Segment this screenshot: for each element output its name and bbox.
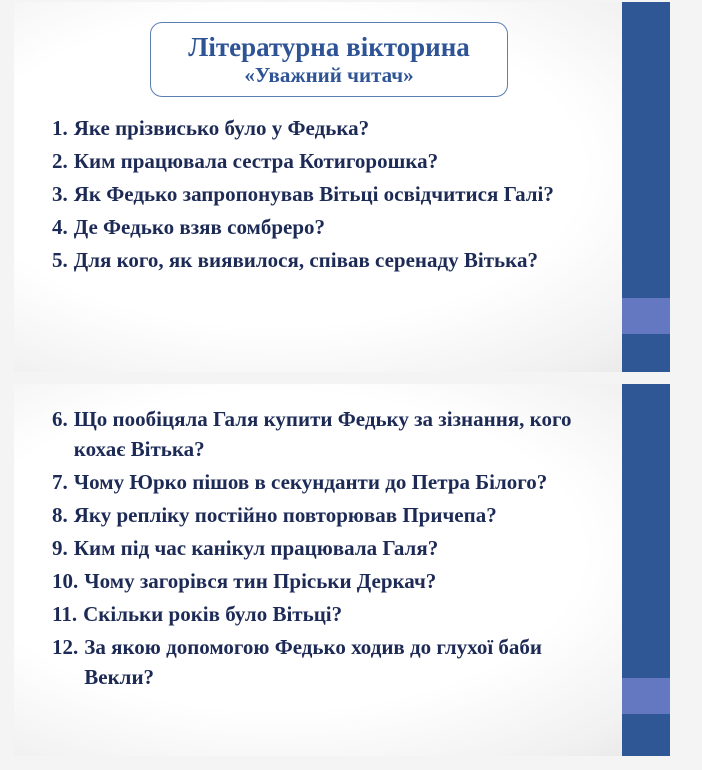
slide-1 <box>14 2 670 372</box>
question-list-1 <box>52 113 602 278</box>
question-item <box>52 404 602 464</box>
question-number: 6. <box>52 407 68 431</box>
question-number: 7. <box>52 470 68 494</box>
question-item <box>52 146 602 176</box>
question-number: 1. <box>52 116 68 140</box>
question-number: 4. <box>52 215 68 239</box>
question-item <box>52 245 602 275</box>
question-number: 5. <box>52 248 68 272</box>
quiz-subtitle: «Уважний читач» <box>244 63 414 87</box>
question-item <box>52 179 602 209</box>
title-box <box>150 22 508 97</box>
question-number: 3. <box>52 182 68 206</box>
question-number: 8. <box>52 503 68 527</box>
question-number: 9. <box>52 536 68 560</box>
question-text: Чому загорівся тин Пріськи Деркач? <box>84 569 437 593</box>
question-text: Ким працювала сестра Котигорошка? <box>73 149 439 173</box>
question-text: Скільки років було Вітьці? <box>83 602 343 626</box>
slide-1-side-band <box>622 2 670 372</box>
question-item <box>52 533 602 563</box>
slide-2-side-band <box>622 384 670 756</box>
question-text: Яке прізвисько було у Федька? <box>73 116 370 140</box>
question-number: 2. <box>52 149 68 173</box>
question-text: Чому Юрко пішов в секунданти до Петра Білого? <box>73 470 548 494</box>
question-text: Яку репліку постійно повторював Причепа? <box>73 503 497 527</box>
question-item <box>52 212 602 242</box>
slide-2-band-accent <box>622 678 670 714</box>
question-item <box>52 500 602 530</box>
question-text: Ким під час канікул працювала Галя? <box>73 536 439 560</box>
quiz-title: Літературна вікторина <box>188 32 470 62</box>
question-text: Де Федько взяв сомбреро? <box>73 215 326 239</box>
question-number: 11. <box>52 602 78 626</box>
question-item <box>52 467 602 497</box>
question-item <box>52 599 602 629</box>
question-item <box>52 632 602 692</box>
question-item <box>52 113 602 143</box>
question-number: 12. <box>52 635 79 659</box>
question-text: Для кого, як виявилося, співав серенаду Вітька? <box>73 248 538 272</box>
question-number: 10. <box>52 569 79 593</box>
slide-2 <box>14 384 670 756</box>
question-text: За якою допомогою Федько ходив до глухої баби Векли? <box>84 635 543 689</box>
question-text: Як Федько запропонував Вітьці освідчитися Галі? <box>73 182 554 206</box>
question-item <box>52 566 602 596</box>
question-list-2 <box>52 404 602 695</box>
slide-1-band-accent <box>622 298 670 334</box>
question-text: Що пообіцяла Галя купити Федьку за зізнання, кого кохає Вітька? <box>73 407 572 461</box>
